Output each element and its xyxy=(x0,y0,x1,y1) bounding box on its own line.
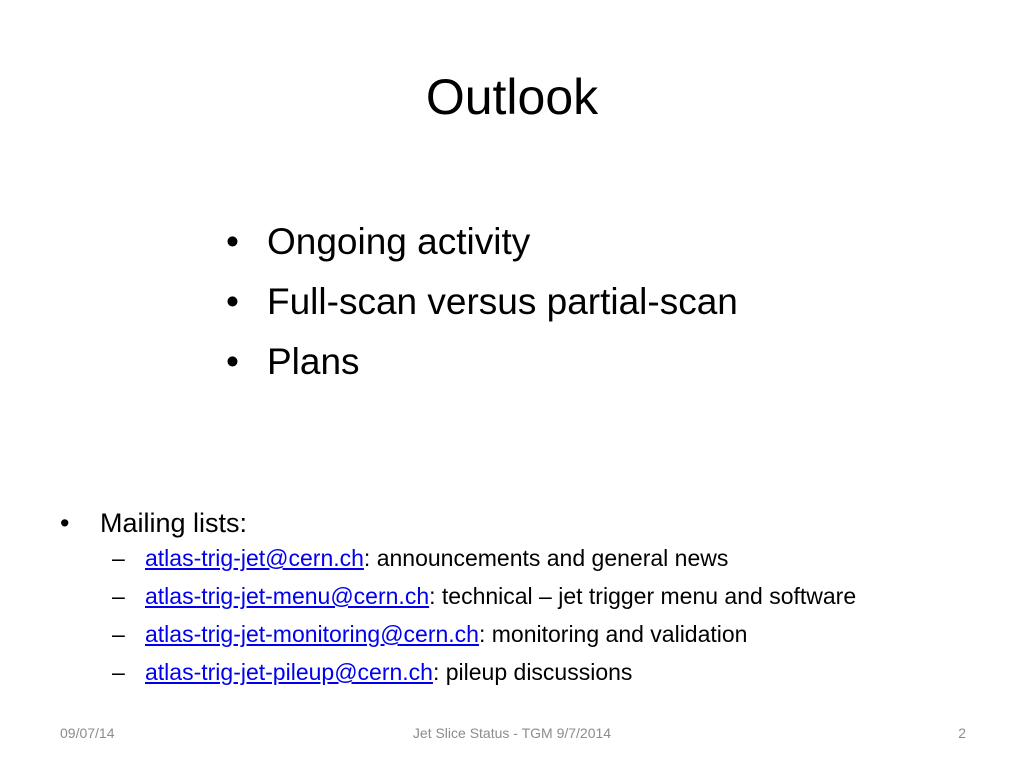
mailing-list-entry xyxy=(145,619,865,649)
mailing-list-link[interactable]: atlas-trig-jet-menu@cern.ch xyxy=(145,583,430,609)
topic-item xyxy=(226,212,738,272)
topic-text: Ongoing activity xyxy=(267,221,531,262)
mailing-list-description: : announcements and general news xyxy=(363,545,729,571)
dash-icon: – xyxy=(112,659,125,685)
bullet-icon: • xyxy=(60,508,70,538)
mailing-list-entry xyxy=(145,581,865,611)
mailing-list-link[interactable]: atlas-trig-jet@cern.ch xyxy=(145,545,364,571)
mailing-list xyxy=(60,543,920,687)
mailing-lists-heading xyxy=(60,503,920,543)
mailing-list-entry xyxy=(145,657,865,687)
topic-item xyxy=(226,332,738,392)
mailing-list-description: : monitoring and validation xyxy=(478,621,748,647)
mailing-lists-label: Mailing lists: xyxy=(100,508,248,538)
mailing-list-description: : pileup discussions xyxy=(432,659,633,685)
mailing-list-description: : technical – jet trigger menu and software xyxy=(429,583,857,609)
topic-list xyxy=(226,212,738,392)
mailing-list-item xyxy=(112,543,920,573)
bullet-icon: • xyxy=(226,221,239,262)
mailing-list-item xyxy=(112,581,920,611)
mailing-list-item xyxy=(112,657,920,687)
topic-item xyxy=(226,272,738,332)
topic-text: Full-scan versus partial-scan xyxy=(267,281,738,322)
slide-title: Outlook xyxy=(425,69,599,125)
footer-title: Jet Slice Status - TGM 9/7/2014 xyxy=(412,725,612,741)
bullet-icon: • xyxy=(226,281,239,322)
footer-date: 09/07/14 xyxy=(60,725,115,741)
mailing-lists-section xyxy=(60,503,920,695)
bullet-icon: • xyxy=(226,341,239,382)
slide-number: 2 xyxy=(958,725,966,741)
dash-icon: – xyxy=(112,583,125,609)
dash-icon: – xyxy=(112,621,125,647)
mailing-list-entry xyxy=(145,543,865,573)
topic-text: Plans xyxy=(267,341,360,382)
mailing-list-link[interactable]: atlas-trig-jet-pileup@cern.ch xyxy=(145,659,433,685)
mailing-list-item xyxy=(112,619,920,649)
mailing-list-link[interactable]: atlas-trig-jet-monitoring@cern.ch xyxy=(145,621,479,647)
dash-icon: – xyxy=(112,545,125,571)
